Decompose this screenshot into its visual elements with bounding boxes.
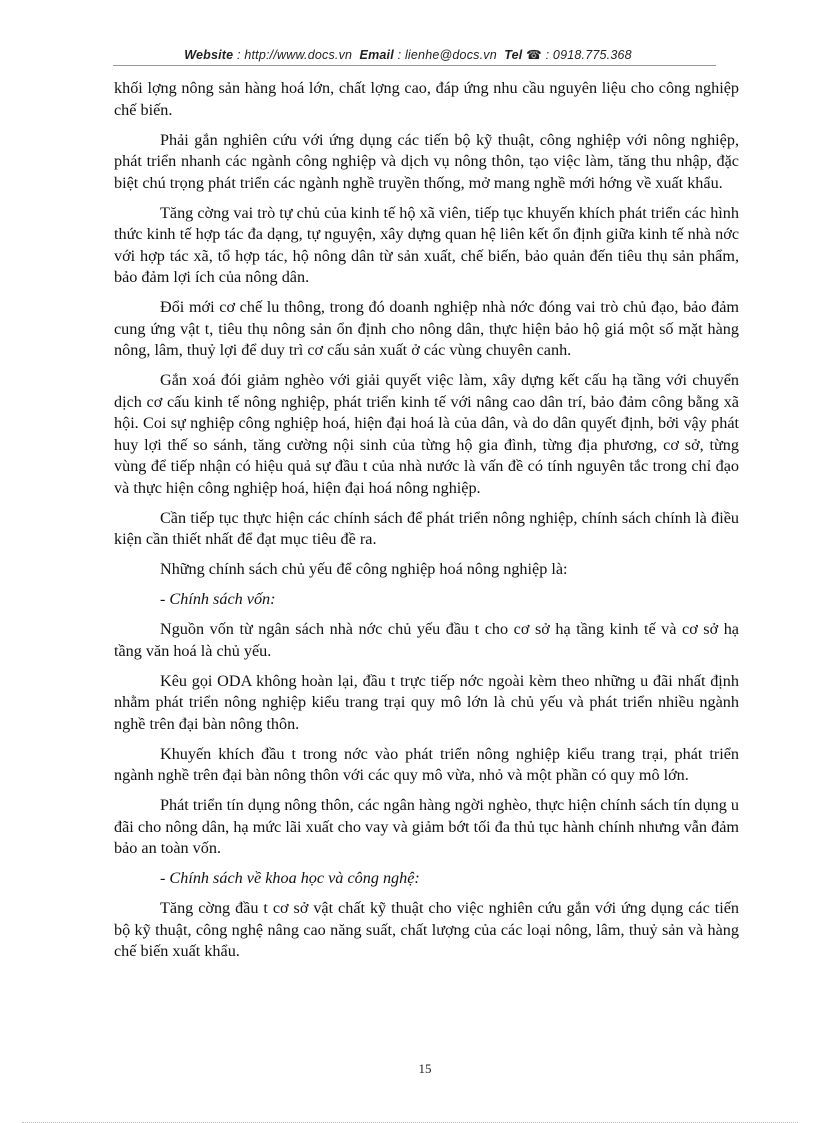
paragraph: Cần tiếp tục thực hiện các chính sách để phát triển nông nghiệp, chính sách chính là điều kiện cần thiết nhất để đạt mục tiêu đề ra. [114,508,739,548]
paragraph: Khuyến khích đầu t trong nớc vào phát triển nông nghiệp kiểu trang trại, phát triển ngành nghề trên đại bàn nông thôn với các quy mô vừa, nhỏ và một phần có quy mô lớn. [114,744,739,784]
paragraph: Đổi mới cơ chế lu thông, trong đó doanh nghiệp nhà nớc đóng vai trò chủ đạo, bảo đảm cung ứng vật t, tiêu thụ nông sản ổn định cho nông dân, thực hiện bảo hộ giá một số mặt hàng nông, lâm, thuỷ lợi để duy trì cơ cấu sản xuất ở các vùng chuyên canh. [114,298,739,359]
email-label: Email [359,48,394,62]
document-body [114,78,739,971]
paragraph: Phải gắn nghiên cứu với ứng dụng các tiến bộ kỹ thuật, công nghiệp với nông nghiệp, phát triển nhanh các ngành công nghiệp và dịch vụ nông thôn, tạo việc làm, tăng thu nhập, đặc biệt chú trọng phát triển các ngành nghề truyền thống, mở mang nghề mới hớng về xuất khẩu. [114,130,739,192]
website-label: Website [184,48,234,62]
paragraph: khối lợng nông sản hàng hoá lớn, chất lợng cao, đáp ứng nhu cầu nguyên liệu cho công nghiệp chế biến. [114,79,739,119]
paragraph: Tăng cờng vai trò tự chủ của kinh tế hộ xã viên, tiếp tục khuyến khích phát triển các hình thức kinh tế hợp tác đa dạng, tự nguyện, xây dựng quan hệ liên kết ổn định giữa kinh tế nhà nớc với hợp tác xã, tổ hợp tác, hộ nông dân từ sản xuất, chế biến, bảo quản đến tiêu thụ sản phẩm, bảo đảm lợi ích của nông dân. [114,203,739,286]
page-header [0,47,816,62]
email-value: : lienhe@docs.vn [397,48,497,62]
paragraph: Kêu gọi ODA không hoàn lại, đầu t trực tiếp nớc ngoài kèm theo những u đãi nhất định nhằm phát triển nông nghiệp kiểu trang trại quy mô lớn là chủ yếu và phát triển nhiều ngành nghề trên đại bàn nông thôn. [114,671,739,733]
paragraph: Nguồn vốn từ ngân sách nhà nớc chủ yếu đầu t cho cơ sở hạ tầng kinh tế và cơ sở hạ tầng văn hoá là chủ yếu. [114,620,739,660]
tel-label: Tel [504,48,523,62]
paragraph: Gắn xoá đói giảm nghèo với giải quyết việc làm, xây dựng kết cấu hạ tầng với chuyển dịch cơ cấu kinh tế nông nghiệp, phát triển kinh tế với nâng cao dân trí, bảo đảm công bằng xã hội. Coi sự nghiệp công nghiệp hoá, hiện đại hoá là của dân, và do dân quyết định, bởi vậy phát huy lợi thế so sánh, tăng cường nội sinh của từng hộ gia đình, từng địa phương, cơ sở, từng vùng để tiếp nhận có hiệu quả sự đầu t của nhà nước là vấn đề có tính nguyên tắc trong chỉ đạo và thực hiện công nghiệp hoá, hiện đại hoá nông nghiệp. [114,371,739,497]
section-heading-science: - Chính sách về khoa học và công nghệ: [160,869,420,887]
paragraph: Phát triển tín dụng nông thôn, các ngân hàng ngời nghèo, thực hiện chính sách tín dụng u đãi cho nông dân, hạ mức lãi xuất cho vay và giảm bớt tối đa thủ tục hành chính nhưng vẫn đảm bảo an toàn vốn. [114,796,739,857]
section-heading-capital: - Chính sách vốn: [160,590,276,608]
paragraph: Tăng cờng đầu t cơ sở vật chất kỹ thuật cho việc nghiên cứu gắn với ứng dụng các tiến bộ kỹ thuật, công nghệ nâng cao năng suất, chất lượng của các loại nông, lâm, thuỷ sản và hàng chế biến xuất khẩu. [114,899,739,960]
header-divider [113,65,716,66]
page-number: 15 [418,1061,432,1076]
paragraph: Những chính sách chủ yếu để công nghiệp hoá nông nghiệp là: [160,560,568,578]
tel-value: ☎ : 0918.775.368 [526,48,632,62]
website-value: : http://www.docs.vn [237,48,353,62]
